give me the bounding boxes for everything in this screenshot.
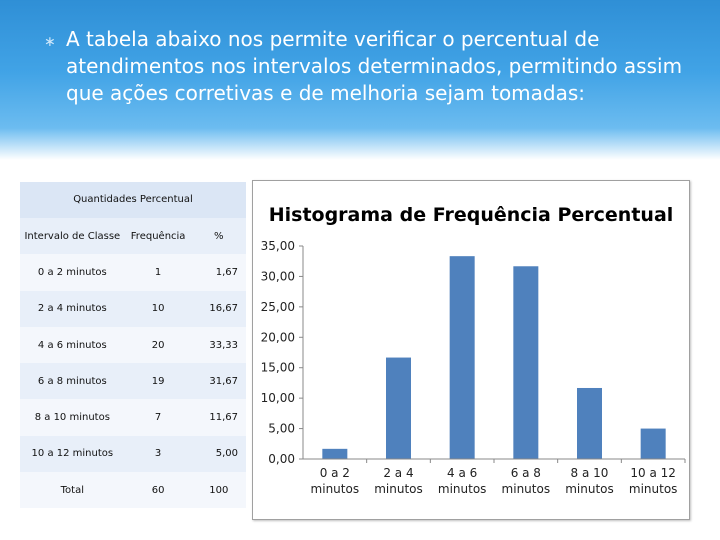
cell-interval: 4 a 6 minutos <box>20 327 125 363</box>
cell-interval: 8 a 10 minutos <box>20 399 125 435</box>
column-header-percent: % <box>192 218 246 254</box>
cell-interval: 2 a 4 minutos <box>20 291 125 327</box>
x-tick-label: 0 a 2 minutos <box>310 466 360 496</box>
cell-percent: 33,33 <box>192 327 246 363</box>
cell-frequency: 1 <box>125 254 192 290</box>
cell-percent: 31,67 <box>192 363 246 399</box>
x-tick-label: 10 a 12 minutos <box>628 466 678 496</box>
y-tick-label: 10,00 <box>260 391 295 406</box>
bar <box>513 266 538 459</box>
y-axis <box>261 239 303 466</box>
y-tick-label: 0,00 <box>268 452 295 466</box>
x-tick-label: 8 a 10 minutos <box>565 466 614 496</box>
y-tick-label: 30,00 <box>260 269 295 284</box>
cell-frequency: 7 <box>125 399 192 435</box>
table-total-row <box>20 472 246 508</box>
bullet-icon: ∗ <box>44 34 56 50</box>
cell-interval: 6 a 8 minutos <box>20 363 125 399</box>
x-tick-label: 2 a 4 minutos <box>374 466 423 496</box>
cell-frequency: 19 <box>125 363 192 399</box>
cell-percent: 11,67 <box>192 399 246 435</box>
table-header-row <box>20 218 246 254</box>
bar <box>577 388 602 459</box>
table-row <box>20 436 246 472</box>
cell-frequency: 20 <box>125 327 192 363</box>
cell-total-percent: 100 <box>192 472 246 508</box>
chart-title: Histograma de Frequência Percentual <box>268 204 674 226</box>
table-body <box>20 218 246 508</box>
table-row <box>20 254 246 290</box>
cell-interval: 0 a 2 minutos <box>20 254 125 290</box>
column-header-interval: Intervalo de Classe <box>20 218 125 254</box>
x-axis <box>303 459 685 496</box>
bar <box>386 358 411 459</box>
cell-interval: 10 a 12 minutos <box>20 436 125 472</box>
cell-percent: 5,00 <box>192 436 246 472</box>
x-tick-label: 6 a 8 minutos <box>501 466 551 496</box>
cell-percent: 1,67 <box>192 254 246 290</box>
cell-frequency: 10 <box>125 291 192 327</box>
bars <box>322 256 665 459</box>
y-tick-label: 5,00 <box>268 421 295 436</box>
table-row <box>20 399 246 435</box>
table-title: Quantidades Percentual <box>20 182 246 218</box>
bar <box>450 256 475 459</box>
y-tick-label: 20,00 <box>260 330 295 345</box>
frequency-table <box>20 182 246 507</box>
cell-frequency: 3 <box>125 436 192 472</box>
cell-percent: 16,67 <box>192 291 246 327</box>
column-header-frequency: Frequência <box>125 218 192 254</box>
intro-text: A tabela abaixo nos permite verificar o percentual de atendimentos nos intervalos determinados, permitindo assim que ações corretivas e de melhoria sejam tomadas: <box>66 27 683 105</box>
y-tick-label: 15,00 <box>260 360 295 375</box>
cell-total-frequency: 60 <box>125 472 192 508</box>
bar <box>322 449 347 459</box>
y-tick-label: 25,00 <box>260 299 295 314</box>
table-row <box>20 363 246 399</box>
histogram-chart <box>252 180 690 520</box>
chart-svg <box>253 181 689 519</box>
x-tick-label: 4 a 6 minutos <box>437 466 487 496</box>
y-tick-label: 35,00 <box>260 239 295 253</box>
cell-total-label: Total <box>20 472 125 508</box>
table-row <box>20 327 246 363</box>
bar <box>641 429 666 459</box>
table-row <box>20 291 246 327</box>
